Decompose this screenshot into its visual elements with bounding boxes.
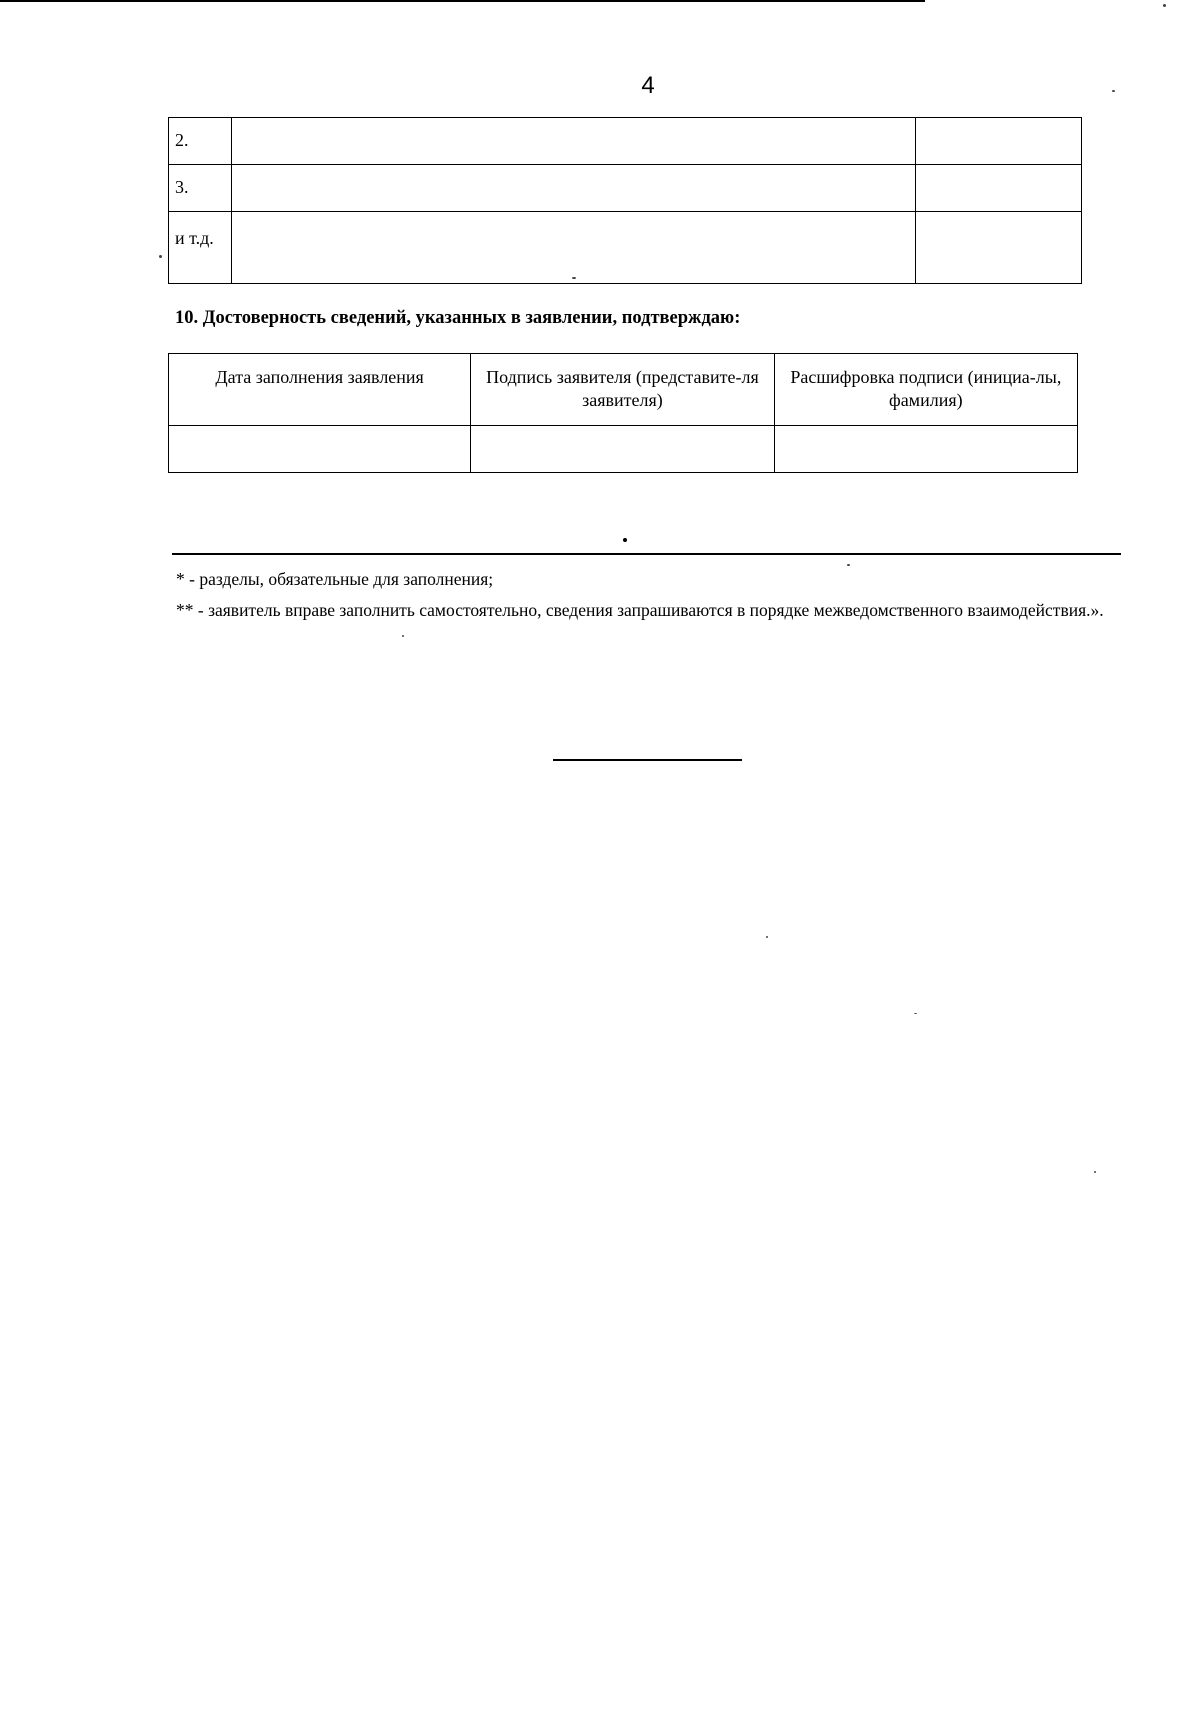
- table-row: [169, 165, 1082, 212]
- top-edge-rule: [0, 0, 925, 2]
- scan-speck: [159, 255, 162, 258]
- confirmation-table: [168, 353, 1078, 473]
- items-table: [168, 117, 1082, 284]
- scan-speck: [1094, 1171, 1096, 1173]
- end-of-document-rule: [553, 759, 742, 761]
- date-field: [169, 426, 471, 473]
- page-number: 4: [641, 72, 655, 99]
- row-number: и т.д.: [169, 212, 232, 284]
- scan-speck: [847, 564, 850, 566]
- scan-speck: [914, 1013, 917, 1014]
- scan-speck: [766, 936, 768, 938]
- section-10-heading: 10. Достоверность сведений, указанных в заявлении, подтверждаю:: [175, 308, 741, 328]
- table-header-row: [169, 354, 1078, 426]
- table-row: [169, 212, 1082, 284]
- header-signature-decoding: Расшифровка подписи (инициа-лы, фамилия): [774, 354, 1077, 426]
- signature-field: [471, 426, 774, 473]
- row-value-cell: [916, 165, 1082, 212]
- table-row: [169, 426, 1078, 473]
- row-number: 3.: [169, 165, 232, 212]
- footnote-required: * - разделы, обязательные для заполнения;: [176, 569, 494, 589]
- row-value-cell: [916, 212, 1082, 284]
- row-value-cell: [916, 118, 1082, 165]
- row-description-cell: [231, 212, 915, 284]
- scan-speck: [572, 277, 576, 279]
- signature-decoding-field: [774, 426, 1077, 473]
- row-description-cell: [231, 165, 915, 212]
- footnote-divider: [172, 553, 1121, 555]
- scan-speck: [1163, 4, 1166, 7]
- header-signature: Подпись заявителя (представите-ля заявителя): [471, 354, 774, 426]
- scan-speck: [623, 538, 627, 542]
- scan-speck: [1112, 90, 1115, 92]
- footnote-optional: ** - заявитель вправе заполнить самостоятельно, сведения запрашиваются в порядке межведомственного взаимодействия.».: [176, 600, 1104, 620]
- header-date: Дата заполнения заявления: [169, 354, 471, 426]
- row-number: 2.: [169, 118, 232, 165]
- row-description-cell: [231, 118, 915, 165]
- scan-speck: [402, 635, 404, 637]
- table-row: [169, 118, 1082, 165]
